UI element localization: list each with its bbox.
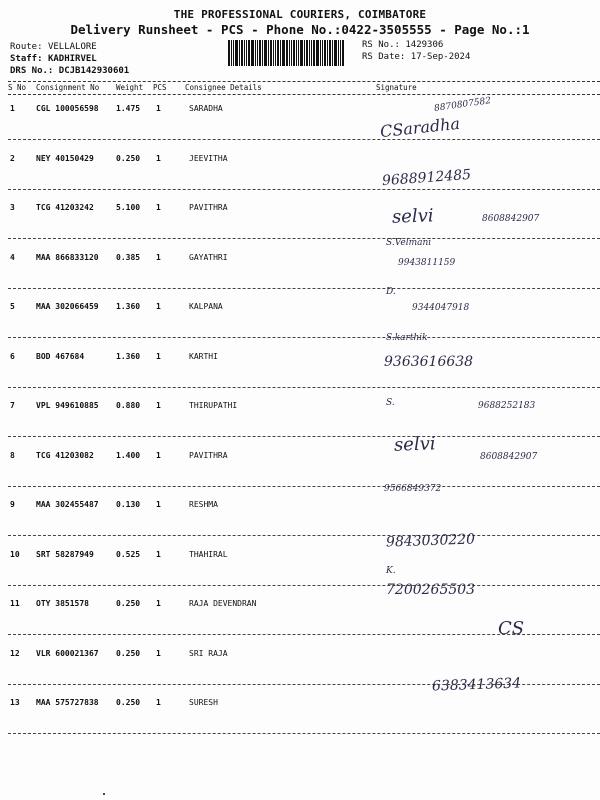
company-title: THE PROFESSIONAL COURIERS, COIMBATORE (173, 8, 427, 21)
consignee-name: RESHMA (189, 500, 218, 509)
row-separator (8, 486, 600, 487)
weight-value: 1.400 (116, 451, 141, 460)
barcode-bar (239, 40, 240, 66)
barcode-bar (340, 40, 341, 66)
handwritten-signature: D. (386, 287, 396, 297)
pieces-count: 1 (156, 599, 161, 608)
table-row (0, 500, 600, 550)
barcode-bar (233, 40, 234, 66)
staff-value: KADHIRVEL (47, 54, 97, 64)
barcode-bar (231, 40, 232, 66)
handwritten-signature: selvi (393, 433, 436, 456)
drs-label: DRS No.: (10, 66, 54, 76)
barcode-bar (338, 40, 339, 66)
barcode-bar (300, 40, 303, 66)
barcode-bar (316, 40, 319, 66)
route-line (10, 42, 97, 52)
row-separator (8, 189, 600, 190)
weight-value: 0.250 (116, 649, 141, 658)
barcode-bar (306, 40, 308, 66)
serial-number: 11 (10, 599, 20, 608)
pieces-count: 1 (156, 302, 161, 311)
handwritten-signature: 9363616638 (384, 354, 474, 370)
barcode-bar (329, 40, 331, 66)
barcode-bar (311, 40, 312, 66)
handwritten-signature: S.Velmani (386, 238, 432, 248)
weight-value: 1.360 (116, 352, 141, 361)
rs-no-value: 1429306 (405, 40, 444, 50)
barcode-bar (332, 40, 333, 66)
barcode-bar (286, 40, 288, 66)
consignment-number: MAA 302066459 (36, 302, 99, 311)
pieces-count: 1 (156, 451, 161, 460)
barcode-bar (264, 40, 267, 66)
consignment-number: TCG 41203242 (36, 203, 94, 212)
barcode-bar (309, 40, 310, 66)
staff-line (10, 54, 97, 64)
consignment-number: MAA 866833120 (36, 253, 99, 262)
barcode-bar (334, 40, 337, 66)
serial-number: 12 (10, 649, 20, 658)
row-separator (8, 436, 600, 437)
serial-number: 7 (10, 401, 15, 410)
barcode-bar (228, 40, 230, 66)
table-row (0, 550, 600, 600)
serial-number: 6 (10, 352, 15, 361)
consignee-name: KALPANA (189, 302, 223, 311)
handwritten-signature: 7200265503 (386, 582, 476, 598)
consignee-name: SARADHA (189, 104, 223, 113)
handwritten-signature: 9344047918 (412, 303, 470, 313)
barcode-bar (246, 40, 247, 66)
row-separator (8, 733, 600, 734)
consignment-number: OTY 3851578 (36, 599, 89, 608)
table-row (0, 203, 600, 253)
table-row (0, 352, 600, 402)
pieces-count: 1 (156, 401, 161, 410)
rs-date-label: RS Date: (362, 52, 406, 62)
serial-number: 2 (10, 154, 15, 163)
consignment-number: BOD 467684 (36, 352, 85, 361)
consignment-number: MAA 575727838 (36, 698, 99, 707)
col-signature: Signature (376, 83, 417, 92)
col-weight: Weight (116, 83, 144, 92)
consignment-number: VPL 949610885 (36, 401, 99, 410)
weight-value: 0.525 (116, 550, 141, 559)
barcode-bar (293, 40, 295, 66)
barcode-bar (268, 40, 269, 66)
pieces-count: 1 (156, 154, 161, 163)
serial-number: 4 (10, 253, 15, 262)
consignment-number: NEY 40150429 (36, 154, 94, 163)
pieces-count: 1 (156, 500, 161, 509)
row-separator (8, 337, 600, 338)
consignment-number: TCG 41203082 (36, 451, 94, 460)
handwritten-signature: CS (498, 618, 525, 639)
rs-date-value: 17-Sep-2024 (410, 52, 471, 62)
staff-label: Staff: (10, 54, 43, 64)
col-sno: S No (8, 83, 27, 92)
barcode-bar (262, 40, 263, 66)
barcode-bar (248, 40, 250, 66)
consignee-name: PAVITHRA (189, 451, 228, 460)
col-consignee: Consignee Details (185, 83, 262, 92)
pieces-count: 1 (156, 253, 161, 262)
weight-value: 0.385 (116, 253, 141, 262)
row-separator (8, 238, 600, 239)
barcode-bar (244, 40, 245, 66)
consignee-name: THIRUPATHI (189, 401, 238, 410)
consignment-number: VLR 600021367 (36, 649, 99, 658)
weight-value: 5.100 (116, 203, 141, 212)
header-top-rule (8, 81, 600, 82)
consignment-number: CGL 100056598 (36, 104, 99, 113)
row-separator (8, 288, 600, 289)
barcode-bar (251, 40, 254, 66)
runsheet-subtitle: Delivery Runsheet - PCS - Phone No.:0422-3505555 - Page No.:1 (70, 22, 530, 37)
handwritten-signature: 6383413634 (431, 675, 522, 695)
barcode-bar (320, 40, 321, 66)
consignee-name: PAVITHRA (189, 203, 228, 212)
barcode-bar (304, 40, 305, 66)
consignee-name: GAYATHRI (189, 253, 228, 262)
rs-no-label: RS No.: (362, 40, 400, 50)
barcode-bar (277, 40, 279, 66)
row-separator (8, 387, 600, 388)
handwritten-signature: 8608842907 (480, 452, 538, 462)
row-separator (8, 139, 600, 140)
weight-value: 0.130 (116, 500, 141, 509)
col-pcs: PCS (153, 83, 167, 92)
weight-value: 0.250 (116, 154, 141, 163)
barcode-bar (289, 40, 290, 66)
scan-speck (103, 793, 105, 795)
barcode-bar (327, 40, 328, 66)
weight-value: 1.475 (116, 104, 141, 113)
row-separator (8, 535, 600, 536)
table-row (0, 302, 600, 352)
pieces-count: 1 (156, 203, 161, 212)
col-consignment: Consignment No (36, 83, 100, 92)
weight-value: 1.360 (116, 302, 141, 311)
consignee-name: KARTHI (189, 352, 218, 361)
barcode-bar (270, 40, 272, 66)
consignee-name: SRI RAJA (189, 649, 228, 658)
pieces-count: 1 (156, 550, 161, 559)
rs-no-line (362, 40, 443, 50)
barcode-bar (282, 40, 285, 66)
route-label: Route: (10, 42, 43, 52)
serial-number: 8 (10, 451, 15, 460)
rs-date-line (362, 52, 470, 62)
row-separator (8, 585, 600, 586)
pieces-count: 1 (156, 104, 161, 113)
drs-line (10, 66, 129, 76)
barcode-bar (273, 40, 274, 66)
handwritten-signature: 9688252183 (478, 401, 536, 411)
weight-value: 0.250 (116, 698, 141, 707)
handwritten-signature: S.karthik (386, 333, 428, 343)
table-row (0, 104, 600, 154)
barcode-bar (257, 40, 258, 66)
weight-value: 0.880 (116, 401, 141, 410)
pieces-count: 1 (156, 649, 161, 658)
serial-number: 13 (10, 698, 20, 707)
barcode-bar (324, 40, 326, 66)
serial-number: 9 (10, 500, 15, 509)
pieces-count: 1 (156, 698, 161, 707)
serial-number: 10 (10, 550, 20, 559)
table-row (0, 154, 600, 204)
consignment-number: SRT 58287949 (36, 550, 94, 559)
serial-number: 3 (10, 203, 15, 212)
handwritten-signature: 8870807582 (433, 96, 492, 114)
barcode-image (228, 40, 356, 66)
consignee-name: THAHIRAL (189, 550, 228, 559)
handwritten-signature: K. (386, 566, 396, 576)
handwritten-signature: S. (386, 398, 395, 408)
serial-number: 1 (10, 104, 15, 113)
handwritten-signature: CSaradha (379, 113, 461, 142)
handwritten-signature: 8608842907 (482, 214, 540, 224)
barcode-bar (322, 40, 323, 66)
barcode-bar (291, 40, 292, 66)
consignment-number: MAA 302455487 (36, 500, 99, 509)
serial-number: 5 (10, 302, 15, 311)
handwritten-signature: 9843030220 (385, 531, 476, 551)
barcode-bar (235, 40, 238, 66)
handwritten-signature: 9566849372 (384, 484, 442, 494)
barcode-bar (259, 40, 261, 66)
pieces-count: 1 (156, 352, 161, 361)
barcode-bar (342, 40, 344, 66)
consignee-name: JEEVITHA (189, 154, 228, 163)
barcode-bar (298, 40, 299, 66)
barcode-bar (255, 40, 256, 66)
header-bottom-rule (8, 94, 600, 95)
consignee-name: SURESH (189, 698, 218, 707)
weight-value: 0.250 (116, 599, 141, 608)
barcode-bar (241, 40, 243, 66)
barcode-bar (280, 40, 281, 66)
table-row (0, 698, 600, 748)
handwritten-signature: 9688912485 (381, 166, 472, 190)
handwritten-signature: 9943811159 (398, 258, 456, 268)
table-row (0, 253, 600, 303)
consignee-name: RAJA DEVENDRAN (189, 599, 257, 608)
barcode-bar (313, 40, 315, 66)
handwritten-signature: selvi (391, 205, 434, 228)
drs-value: DCJB142930601 (58, 66, 130, 76)
barcode-bar (296, 40, 297, 66)
route-value: VELLALORE (47, 42, 97, 52)
barcode-bar (275, 40, 276, 66)
